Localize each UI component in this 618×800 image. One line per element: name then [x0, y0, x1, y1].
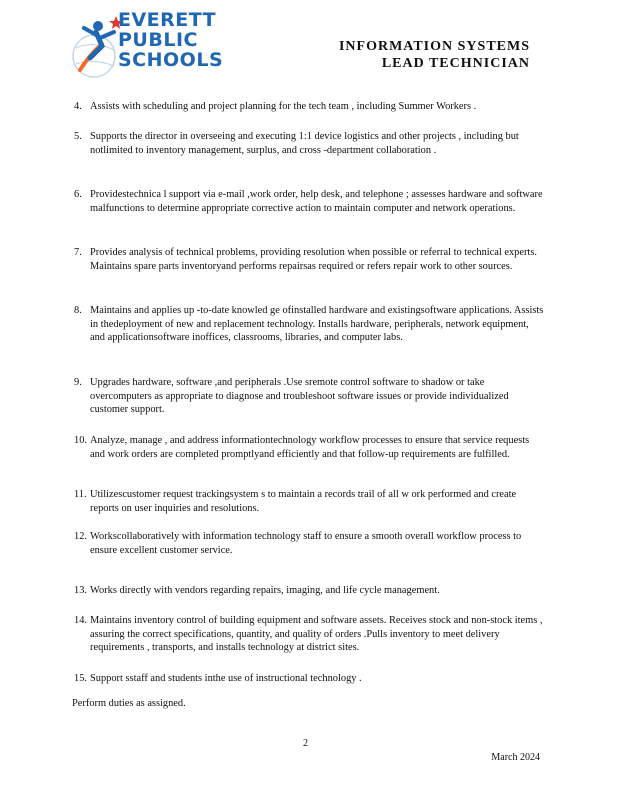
- logo-wordmark: [118, 10, 223, 70]
- item-number: 10.: [74, 435, 87, 446]
- item-text: Supports the director in overseeing and executing 1:1 device logistics and other projects , including but notlimited to inventory management, surplus, and cross -department collaboration .: [90, 131, 519, 156]
- item-number: 14.: [74, 615, 87, 626]
- item-number: 13.: [74, 585, 87, 596]
- logo-line-3: SCHOOLS: [118, 49, 224, 71]
- item-text: Upgrades hardware, software ,and peripherals .Use sremote control software to shadow or take overcomputers as appropriate to diagnose and troubleshoot software issues or provide individualized customer support.: [90, 377, 509, 416]
- item-number: 11.: [74, 489, 87, 500]
- item-number: 6.: [74, 189, 82, 200]
- item-text: Provides analysis of technical problems, providing resolution when possible or referral to technical experts. Maintains spare parts inventoryand performs repairsas required or refers repair work to other sources.: [90, 247, 537, 272]
- item-number: 15.: [74, 673, 87, 684]
- document-title: [339, 38, 530, 72]
- globe-runner-icon: [72, 10, 122, 82]
- logo-line-1: EVERETT: [118, 9, 217, 31]
- item-text: Providestechnica l support via e-mail ,work order, help desk, and telephone ; assesses hardware and software malfunctions to determine appropriate corrective action to maintain computer and network operations.: [90, 189, 543, 214]
- item-text: Workscollaboratively with information technology staff to ensure a smooth overall workflow process to ensure excellent customer service.: [90, 531, 522, 556]
- item-number: 7.: [74, 247, 82, 258]
- item-text: Assists with scheduling and project planning for the tech team , including Summer Workers .: [90, 101, 477, 112]
- item-number: 9.: [74, 377, 82, 388]
- item-number: 12.: [74, 531, 87, 542]
- closing-line: Perform duties as assigned.: [72, 698, 186, 709]
- page-number: 2: [303, 738, 308, 749]
- item-number: 4.: [74, 101, 82, 112]
- item-text: Support sstaff and students inthe use of instructional technology .: [90, 673, 362, 684]
- title-line-2: LEAD TECHNICIAN: [381, 56, 530, 71]
- logo-line-2: PUBLIC: [118, 29, 198, 51]
- everett-public-schools-logo: [72, 10, 242, 82]
- item-text: Utilizescustomer request trackingsystem s to maintain a records trail of all w ork performed and create reports on user inquiries and resolutions.: [90, 489, 517, 514]
- item-text: Works directly with vendors regarding repairs, imaging, and life cycle management.: [90, 585, 440, 596]
- item-number: 8.: [74, 305, 82, 316]
- item-number: 5.: [74, 131, 82, 142]
- item-text: Maintains inventory control of building equipment and software assets. Receives stock and non-stock items , assuring the correct specifications, quantity, and quality of orders .Pulls inventory to meet delivery requirements , transports, and installs technology at district sites.: [90, 615, 543, 654]
- title-line-1: INFORMATION SYSTEMS: [338, 39, 530, 54]
- item-text: Analyze, manage , and address informationtechnology workflow processes to ensure that service requests and work orders are completed promptlyand efficiently and that follow-up requirements are fulfilled.: [90, 435, 530, 460]
- revision-date: March 2024: [491, 752, 540, 763]
- item-text: Maintains and applies up -to-date knowled ge ofinstalled hardware and existingsoftware applications. Assists in thedeployment of new and replacement technology. Installs hardware, peripherals, network equipment, and applicationsoftware inoffices, classrooms, libraries, and computer labs.: [90, 305, 544, 344]
